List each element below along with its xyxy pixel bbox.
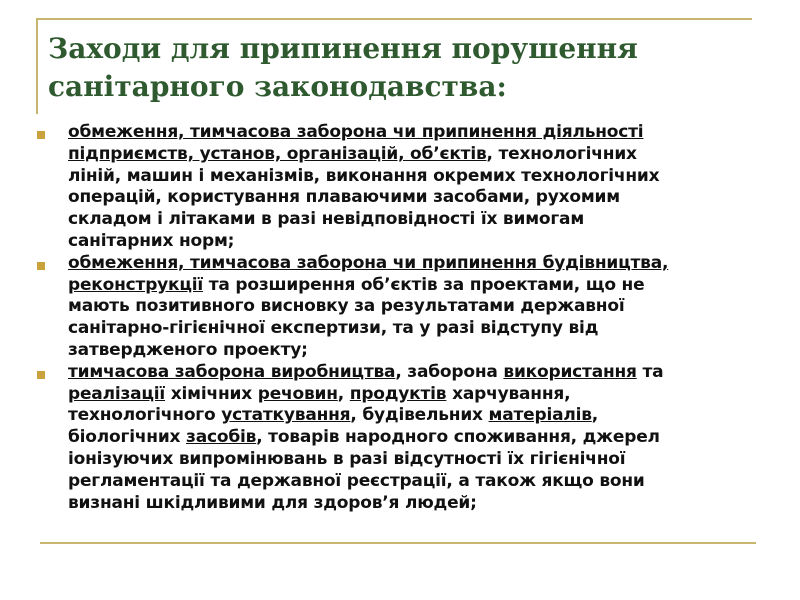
slide-title-line: Заходи для припинення порушення <box>48 32 638 65</box>
text-segment: , <box>591 405 599 426</box>
bullet-text <box>68 122 792 253</box>
underlined-text-segment: засобів <box>186 427 257 448</box>
bullet-text <box>68 362 792 515</box>
bullet-text-line <box>68 209 792 231</box>
text-segment: санітарних норм; <box>68 230 235 251</box>
bullet-text-line <box>68 275 792 297</box>
bullet-text-line <box>68 427 792 449</box>
bullet-text-line <box>68 449 792 471</box>
bullet-item <box>34 122 792 253</box>
text-segment: , товарів народного споживання, джерел <box>256 427 660 448</box>
text-segment: санітарно-гігієнічної експертизи, та у разі відступу від <box>68 318 599 339</box>
text-segment: технологічного <box>68 405 222 426</box>
bullet-text-line <box>68 362 792 384</box>
slide-title <box>48 30 748 106</box>
underlined-text-segment: реконструкції <box>68 274 204 295</box>
text-segment: та розширення об’єктів за проектами, що не <box>203 274 645 295</box>
text-segment: харчування, <box>446 383 571 404</box>
text-segment: , технологічних <box>486 143 637 164</box>
bullet-item <box>34 253 792 362</box>
text-segment: , будівельних <box>350 405 489 426</box>
underlined-text-segment: тимчасова заборона виробництва <box>68 361 396 382</box>
underlined-text-segment: речовин <box>257 383 338 404</box>
text-segment: складом і літаками в разі невідповідності їх вимогам <box>68 209 585 230</box>
slide-title-line: санітарного законодавства: <box>48 70 507 103</box>
left-decorative-rule <box>36 18 38 114</box>
underlined-text-segment: матеріалів <box>488 405 592 426</box>
underlined-text-segment: реалізації <box>68 383 166 404</box>
bullet-text-line <box>68 384 792 406</box>
text-segment: та <box>636 361 664 382</box>
top-decorative-rule <box>36 18 752 20</box>
bullet-text <box>68 253 792 362</box>
bottom-decorative-rule <box>40 542 756 544</box>
underlined-text-segment: обмеження, тимчасова заборона чи припинення будівництва, <box>68 252 669 273</box>
bullet-text-line <box>68 231 792 253</box>
text-segment: іонізуючих випромінювань в разі відсутності їх гігієнічної <box>68 448 626 469</box>
underlined-text-segment: обмеження, тимчасова заборона чи припинення діяльності <box>68 122 644 142</box>
text-segment: , заборона <box>395 361 504 382</box>
bullet-text-line <box>68 187 792 209</box>
bullet-text-line <box>68 144 792 166</box>
text-segment: мають позитивного висновку за результатами державної <box>68 296 625 317</box>
bullet-text-line <box>68 296 792 318</box>
bullet-text-line <box>68 253 792 275</box>
bullet-marker-icon <box>37 371 45 379</box>
bullet-text-line <box>68 340 792 362</box>
bullet-text-line <box>68 122 792 144</box>
bullet-list <box>34 122 792 514</box>
bullet-text-line <box>68 471 792 493</box>
underlined-text-segment: продуктів <box>349 383 447 404</box>
bullet-text-line <box>68 166 792 188</box>
underlined-text-segment: використання <box>503 361 637 382</box>
text-segment: , <box>337 383 350 404</box>
underlined-text-segment: устаткування <box>221 405 351 426</box>
bullet-marker-icon <box>37 131 45 139</box>
text-segment: хімічних <box>165 383 258 404</box>
bullet-item <box>34 362 792 515</box>
text-segment: регламентації та державної реєстрації, а також якщо вони <box>68 470 645 491</box>
text-segment: визнані шкідливими для здоров’я людей; <box>68 492 477 513</box>
text-segment: операцій, користування плаваючими засобами, рухомим <box>68 187 620 208</box>
text-segment: біологічних <box>68 427 187 448</box>
underlined-text-segment: підприємств, установ, організацій, об’єктів <box>68 143 487 164</box>
bullet-text-line <box>68 318 792 340</box>
bullet-marker-icon <box>37 262 45 270</box>
text-segment: затвердженого проекту; <box>68 339 308 360</box>
bullet-text-line <box>68 405 792 427</box>
text-segment: ліній, машин і механізмів, виконання окремих технологічних <box>68 165 660 186</box>
bullet-text-line <box>68 493 792 515</box>
